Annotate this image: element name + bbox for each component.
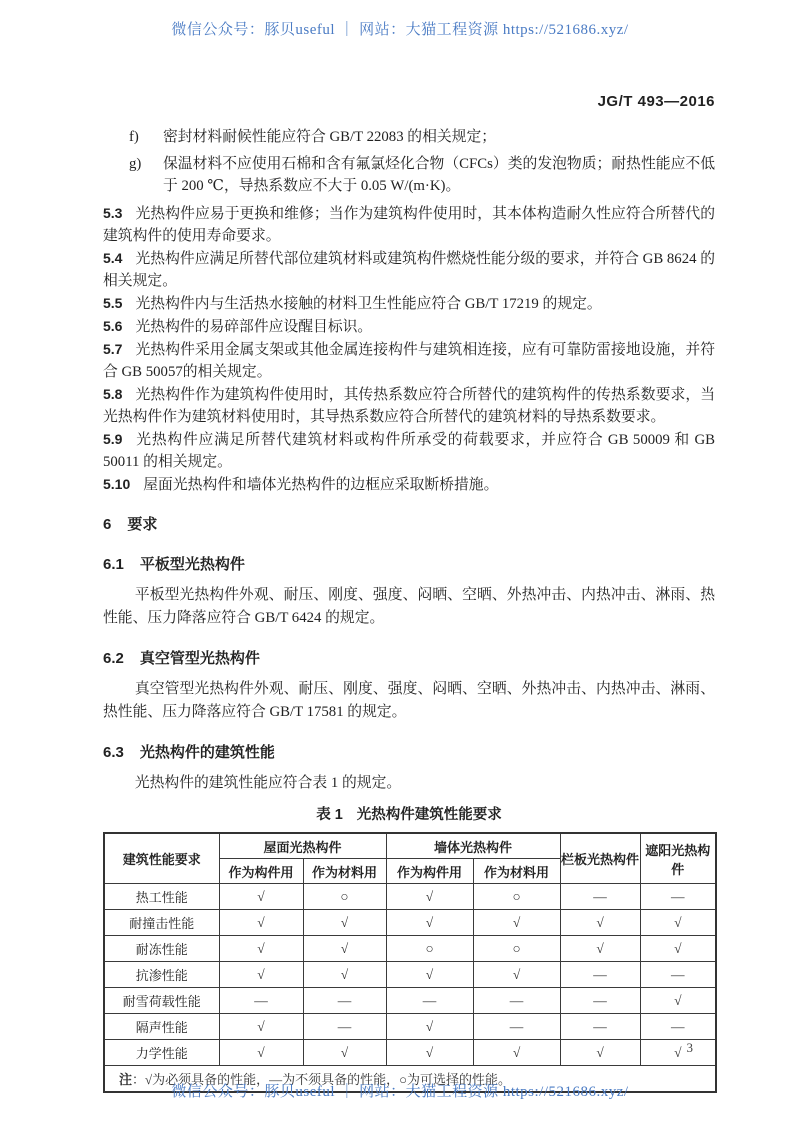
- value-cell: √: [386, 910, 473, 936]
- clause-5-6: [103, 315, 715, 338]
- clause-5-9: [103, 428, 715, 473]
- header-cell-as-material: 作为材料用: [473, 859, 560, 884]
- header-cell-as-component: 作为构件用: [386, 859, 473, 884]
- table-title-text: 光热构件建筑性能要求: [356, 807, 502, 823]
- table-row: [104, 1014, 716, 1040]
- clause-5-10: [103, 473, 715, 496]
- section-number: 6: [103, 516, 112, 533]
- section-title: 光热构件的建筑性能: [139, 744, 275, 761]
- row-label-cell: 力学性能: [104, 1040, 219, 1066]
- clause-text: 光热构件采用金属支架或其他金属连接构件与建筑相连接，应有可靠防雷接地设施，并符合 GB 50057的相关规定。: [103, 342, 715, 380]
- value-cell: —: [560, 988, 640, 1014]
- watermark-header: 微信公众号：豚贝useful ｜ 网站：大猫工程资源 https://521686.xyz/: [171, 22, 629, 38]
- section-title: 要求: [127, 516, 158, 533]
- clause-text: 光热构件应满足所替代建筑材料或构件所承受的荷载要求，并应符合 GB 50009 和 GB 50011 的相关规定。: [103, 432, 715, 470]
- value-cell: —: [560, 962, 640, 988]
- list-item-f: [103, 126, 715, 148]
- header-cell-balustrade: 栏板光热构件: [560, 833, 640, 884]
- clause-number: 5.8: [103, 386, 123, 402]
- section-body-6-2: 真空管型光热构件外观、耐压、刚度、强度、闷晒、空晒、外热冲击、内热冲击、淋雨、热性能、压力降落应符合 GB/T 17581 的规定。: [103, 681, 715, 720]
- row-label-cell: 抗渗性能: [104, 962, 219, 988]
- value-cell: √: [560, 936, 640, 962]
- value-cell: √: [386, 1014, 473, 1040]
- value-cell: —: [560, 884, 640, 910]
- value-cell: √: [640, 988, 716, 1014]
- list-item-g: [103, 153, 715, 197]
- value-cell: √: [219, 936, 303, 962]
- clause-5-8: [103, 383, 715, 428]
- section-title: 真空管型光热构件: [139, 650, 260, 667]
- value-cell: √: [219, 910, 303, 936]
- clause-5-3: [103, 202, 715, 247]
- table-title: [103, 805, 715, 825]
- value-cell: √: [303, 962, 386, 988]
- value-cell: √: [473, 1040, 560, 1066]
- value-cell: —: [386, 988, 473, 1014]
- table-row: [104, 910, 716, 936]
- section-heading-6-3: [103, 742, 715, 764]
- table-row: [104, 884, 716, 910]
- value-cell: —: [219, 988, 303, 1014]
- header-cell-as-component: 作为构件用: [219, 859, 303, 884]
- header-cell-roof-group: 屋面光热构件: [219, 833, 386, 859]
- page-number: 3: [686, 1040, 693, 1055]
- value-cell: √: [219, 1040, 303, 1066]
- value-cell: ○: [473, 884, 560, 910]
- value-cell: √: [560, 1040, 640, 1066]
- building-performance-table: [103, 832, 717, 1093]
- value-cell: ○: [473, 936, 560, 962]
- clause-number: 5.4: [103, 250, 123, 266]
- header-cell-as-material: 作为材料用: [303, 859, 386, 884]
- watermark-footer: 微信公众号：豚贝useful ｜ 网站：大猫工程资源 https://521686.xyz/: [171, 1084, 629, 1100]
- section-title: 平板型光热构件: [139, 556, 245, 573]
- clause-5-5: [103, 292, 715, 315]
- value-cell: —: [640, 1014, 716, 1040]
- list-marker: g): [129, 156, 142, 172]
- table-header-row-1: [104, 833, 716, 859]
- section-number: 6.1: [103, 556, 124, 573]
- value-cell: ○: [386, 936, 473, 962]
- section-body-6-1: 平板型光热构件外观、耐压、刚度、强度、闷晒、空晒、外热冲击、内热冲击、淋雨、热性能、压力降落应符合 GB/T 6424 的规定。: [103, 587, 715, 626]
- table-number: 表 1: [316, 807, 343, 823]
- value-cell: —: [473, 988, 560, 1014]
- section-heading-6: [103, 514, 715, 536]
- value-cell: √: [473, 910, 560, 936]
- section-heading-6-2: [103, 648, 715, 670]
- doc-number: JG/T 493—2016: [597, 93, 715, 110]
- clause-number: 5.10: [103, 476, 131, 492]
- list-text: 保温材料不应使用石棉和含有氟氯烃化合物（CFCs）类的发泡物质；耐热性能应不低于 200 ℃，导热系数应不大于 0.05 W/(m·K)。: [163, 156, 715, 194]
- section-number: 6.3: [103, 744, 124, 761]
- clause-text: 屋面光热构件和墙体光热构件的边框应采取断桥措施。: [143, 477, 499, 493]
- list-marker: f): [129, 129, 139, 145]
- row-label-cell: 热工性能: [104, 884, 219, 910]
- value-cell: —: [560, 1014, 640, 1040]
- clause-5-7: [103, 338, 715, 383]
- row-label-cell: 隔声性能: [104, 1014, 219, 1040]
- value-cell: √: [303, 1040, 386, 1066]
- section-heading-6-1: [103, 554, 715, 576]
- note-text: ：√为必须具备的性能，—为不须具备的性能，○为可选择的性能。: [132, 1072, 512, 1087]
- table-row: [104, 988, 716, 1014]
- value-cell: √: [560, 910, 640, 936]
- table-row: [104, 936, 716, 962]
- clause-text: 光热构件应易于更换和维修；当作为建筑构件使用时，其本体构造耐久性应符合所替代的建筑构件的使用寿命要求。: [103, 206, 715, 244]
- clause-text: 光热构件的易碎部件应设醒目标识。: [135, 319, 373, 335]
- row-label-cell: 耐撞击性能: [104, 910, 219, 936]
- clause-number: 5.9: [103, 431, 123, 447]
- value-cell: √: [386, 884, 473, 910]
- value-cell: √: [219, 962, 303, 988]
- value-cell: —: [640, 962, 716, 988]
- value-cell: √: [640, 910, 716, 936]
- value-cell: √: [386, 962, 473, 988]
- header-cell-requirement: 建筑性能要求: [104, 833, 219, 884]
- value-cell: —: [640, 884, 716, 910]
- value-cell: ○: [303, 884, 386, 910]
- value-cell: √: [640, 936, 716, 962]
- value-cell: √: [219, 884, 303, 910]
- value-cell: √: [386, 1040, 473, 1066]
- value-cell: √: [303, 910, 386, 936]
- clause-number: 5.6: [103, 318, 123, 334]
- clause-text: 光热构件作为建筑构件使用时，其传热系数应符合所替代的建筑构件的传热系数要求，当光热构件作为建筑材料使用时，其导热系数应符合所替代的建筑材料的导热系数要求。: [103, 387, 715, 425]
- clause-text: 光热构件应满足所替代部位建筑材料或建筑构件燃烧性能分级的要求，并符合 GB 8624 的相关规定。: [103, 251, 715, 289]
- clause-number: 5.5: [103, 295, 123, 311]
- value-cell: √: [303, 936, 386, 962]
- note-label: 注: [119, 1072, 133, 1087]
- page-content: [103, 126, 715, 1093]
- value-cell: √: [640, 1040, 716, 1066]
- section-body-6-3: 光热构件的建筑性能应符合表 1 的规定。: [134, 775, 402, 791]
- header-cell-wall-group: 墙体光热构件: [386, 833, 560, 859]
- value-cell: —: [473, 1014, 560, 1040]
- value-cell: √: [473, 962, 560, 988]
- row-label-cell: 耐冻性能: [104, 936, 219, 962]
- value-cell: —: [303, 988, 386, 1014]
- clause-number: 5.7: [103, 341, 123, 357]
- value-cell: —: [303, 1014, 386, 1040]
- section-number: 6.2: [103, 650, 124, 667]
- value-cell: √: [219, 1014, 303, 1040]
- table-row: [104, 962, 716, 988]
- table-row: [104, 1040, 716, 1066]
- list-text: 密封材料耐候性能应符合 GB/T 22083 的相关规定；: [163, 129, 497, 145]
- row-label-cell: 耐雪荷载性能: [104, 988, 219, 1014]
- clause-5-4: [103, 247, 715, 292]
- header-cell-shading: 遮阳光热构件: [640, 833, 716, 884]
- clause-text: 光热构件内与生活热水接触的材料卫生性能应符合 GB/T 17219 的规定。: [135, 296, 602, 312]
- clause-number: 5.3: [103, 205, 123, 221]
